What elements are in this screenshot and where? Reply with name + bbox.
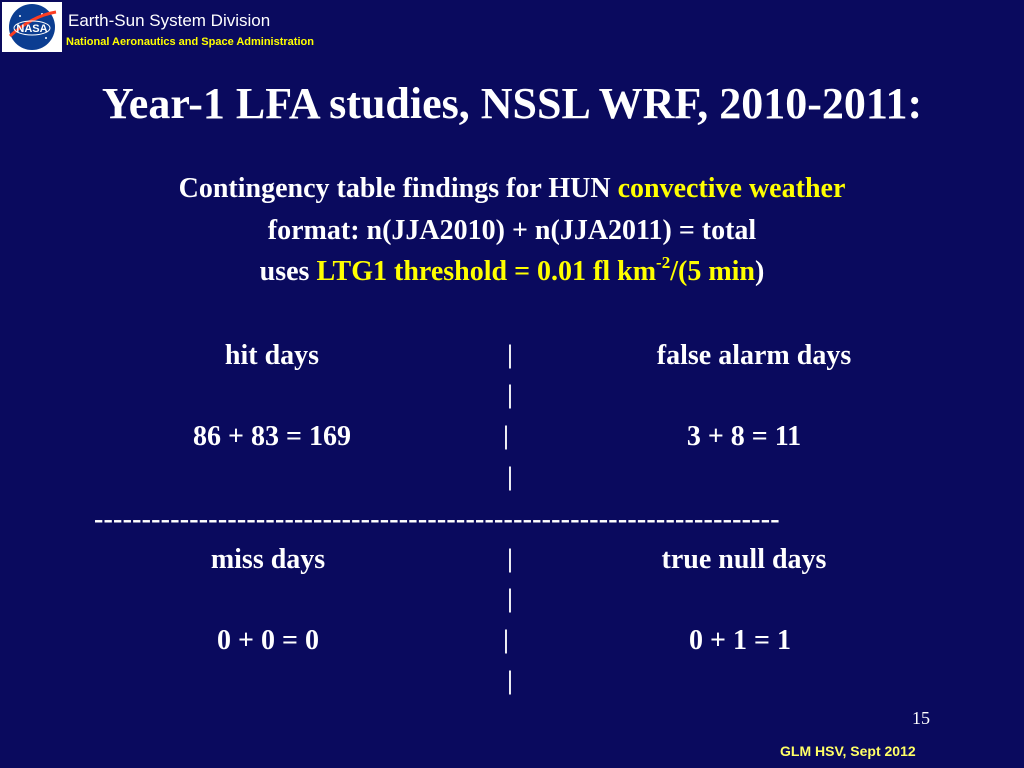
format-line: format: n(JJA2010) + n(JJA2011) = total [267, 215, 757, 246]
row-divider: ------------------------------------------------------------------------ [94, 504, 780, 535]
threshold-prefix: uses [259, 256, 317, 287]
column-separator: | [507, 544, 513, 573]
true-null-days-value: 0 + 1 = 1 [689, 625, 791, 656]
column-separator: | [503, 421, 509, 450]
findings-line [0, 173, 1024, 205]
threshold-line [0, 253, 1024, 288]
slide-title: Year-1 LFA studies, NSSL WRF, 2010-2011: [101, 79, 923, 128]
threshold-superscript: -2 [656, 253, 671, 272]
column-separator: | [503, 625, 509, 654]
miss-days-label: miss days [210, 544, 326, 575]
column-separator: | [507, 584, 513, 613]
threshold-close: ) [755, 256, 765, 287]
column-separator: | [507, 380, 513, 409]
miss-days-value: 0 + 0 = 0 [217, 625, 319, 656]
column-separator: | [507, 462, 513, 491]
page-number: 15 [912, 708, 930, 728]
false-alarm-days-value: 3 + 8 = 11 [686, 421, 802, 452]
threshold-suffix: /(5 min [670, 256, 755, 287]
threshold-value: LTG1 threshold = 0.01 fl km [316, 256, 657, 287]
column-separator: | [507, 340, 513, 369]
findings-highlight: convective weather [617, 173, 846, 204]
org-subtitle: National Aeronautics and Space Administration [66, 36, 314, 48]
svg-text:NASA: NASA [16, 23, 48, 35]
column-separator: | [507, 666, 513, 695]
hit-days-value: 86 + 83 = 169 [193, 421, 351, 452]
hit-days-label: hit days [224, 340, 320, 371]
nasa-logo-icon [2, 2, 62, 52]
true-null-days-label: true null days [661, 544, 827, 575]
org-name: Earth-Sun System Division [68, 11, 271, 30]
findings-prefix: Contingency table findings for HUN [178, 173, 618, 204]
footer-event: GLM HSV, Sept 2012 [780, 743, 916, 759]
false-alarm-days-label: false alarm days [656, 340, 852, 371]
threshold-highlight [316, 253, 755, 287]
